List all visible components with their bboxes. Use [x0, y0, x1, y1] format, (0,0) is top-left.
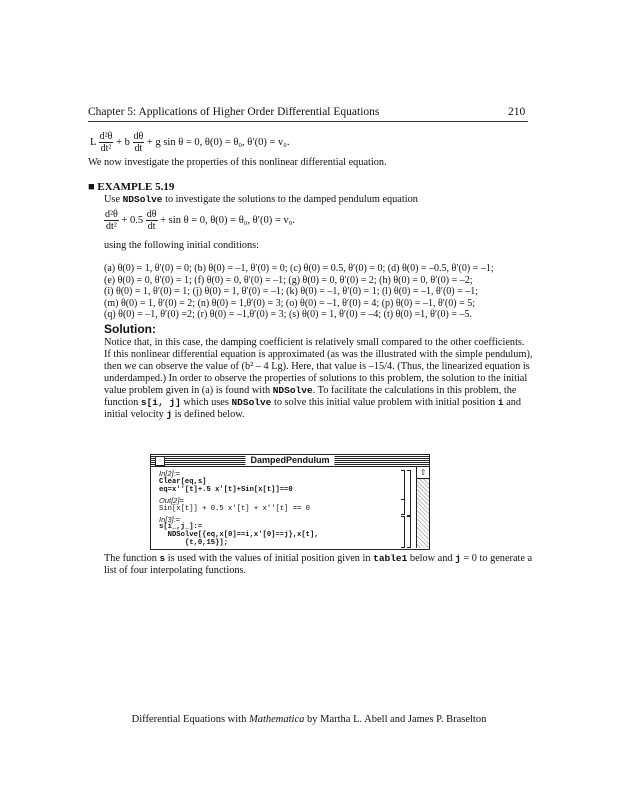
para-line	[104, 553, 534, 565]
fraction	[146, 209, 158, 232]
fraction	[104, 209, 119, 232]
condition-line: (a) θ(0) = 1, θ′(0) = 0; (b) θ(0) = –1, θ′(0) = 0; (c) θ(0) = 0.5, θ′(0) = 0; (d) θ(0) = –0.5, θ′(0) = –1;	[104, 263, 494, 274]
text: to investigate the solutions to the damped pendulum equation	[165, 194, 418, 205]
text: and	[506, 397, 522, 408]
header-rule	[88, 121, 528, 122]
eq-L: L	[90, 136, 97, 148]
condition-line: (e) θ(0) = 0, θ′(0) = 1; (f) θ(0) = 0, θ′(0) = –1; (g) θ(0) = 0, θ′(0) = 2; (h) θ(0) = 0, θ′(0) = –2;	[104, 274, 473, 286]
eq-term: + sin θ = 0, θ(0) = θ₀, θ′(0) = v₀.	[160, 214, 295, 226]
frac-den: dt²	[106, 221, 117, 232]
close-box-icon[interactable]	[155, 456, 165, 466]
code-line: s[i_,j_]:=	[159, 523, 203, 531]
condition-line: (q) θ(0) = –1, θ′(0) =2; (r) θ(0) = –1,θ′(0) = 3; (s) θ(0) = 1, θ′(0) = –4; (t) θ(0) =1, θ′(0) = –5.	[104, 309, 472, 321]
code-inline: i	[497, 397, 504, 408]
vertical-scrollbar[interactable]	[416, 467, 429, 548]
chapter-title: Chapter 5: Applications of Higher Order Differential Equations	[88, 106, 380, 118]
top-equation	[90, 131, 290, 154]
example-heading: ■ EXAMPLE 5.19	[88, 181, 175, 193]
frac-num: dθ	[133, 131, 144, 142]
para-line: underdamped.) In order to observe the properties of solutions to this problem, the solution to the initial	[104, 373, 528, 384]
code-inline: NDSolve	[231, 397, 272, 408]
text: is defined below.	[174, 409, 245, 420]
solution-heading: Solution:	[104, 322, 156, 336]
notebook-title: DampedPendulum	[245, 455, 334, 466]
frac-den: dt	[134, 143, 143, 154]
notebook-window[interactable]	[150, 454, 430, 550]
in3-label: In[3]:=	[159, 515, 181, 524]
fraction	[99, 131, 114, 154]
frac-den: dt	[147, 221, 156, 232]
condition-line: (i) θ(0) = 1, θ′(0) = 1; (j) θ(0) = 1, θ′(0) = –1; (k) θ(0) = –1, θ′(0) = 1; (l) θ(0) = –1, θ′(0) = –1;	[104, 286, 479, 298]
code-inline: s	[159, 553, 166, 564]
code-inline: NDSolve	[272, 385, 313, 396]
conditions-list	[104, 263, 494, 321]
damped-pendulum-equation	[104, 209, 295, 232]
eq-term: + g sin θ = 0, θ(0) = θ₀, θ′(0) = v₀.	[146, 136, 290, 148]
out2-label: Out[2]=	[159, 496, 184, 505]
frac-num: d²θ	[99, 131, 113, 142]
para-line: Notice that, in this case, the damping coefficient is relatively small compared to the other coefficients.	[104, 337, 525, 348]
frac-num: d²θ	[105, 209, 118, 220]
footer-text: by Martha L. Abell and James P. Braselton	[304, 714, 487, 725]
cell-bracket[interactable]	[401, 499, 405, 515]
output-cell[interactable]: Sin[x[t]] + 0.5 x'[t] + x''[t] == 0	[159, 505, 310, 513]
eq-term: + b	[116, 136, 130, 148]
page-footer	[0, 714, 618, 725]
frac-den: dt²	[100, 143, 112, 154]
text: to solve this initial value problem with initial position	[273, 397, 496, 408]
code-inline: j	[166, 409, 173, 420]
after-paragraph	[104, 553, 534, 577]
text: value problem given in (a) is found with	[104, 385, 271, 396]
frac-num: dθ	[146, 209, 157, 220]
code-line: NDSolve[{eq,x[0]==i,x'[0]==j},x[t],	[159, 531, 319, 539]
code-inline: table1	[373, 553, 408, 564]
eq-term: + 0.5	[121, 214, 144, 226]
cell-bracket[interactable]	[401, 470, 405, 500]
para-line	[104, 409, 534, 421]
conditions-intro: using the following initial conditions:	[104, 240, 260, 251]
para-line: list of four interpolating functions.	[104, 565, 247, 576]
para-line: then we can observe the value of (b² – 4 Lg). Here, that value is –15/4. (Thus, the linearized equation is	[104, 361, 530, 372]
intro-text: We now investigate the properties of this nonlinear differential equation.	[88, 157, 387, 168]
example-intro	[104, 194, 418, 206]
notebook-titlebar[interactable]	[151, 455, 429, 467]
code-inline: j	[455, 553, 461, 564]
code-inline: NDSolve	[122, 194, 163, 205]
page-number: 210	[508, 106, 526, 118]
fraction	[133, 131, 145, 154]
para-line	[104, 385, 534, 397]
code-line: eq=x''[t]+.5 x'[t]+Sin[x[t]]==0	[159, 486, 293, 494]
group-bracket[interactable]	[407, 516, 411, 548]
text: = 0 to generate a	[463, 553, 533, 564]
footer-italic: Mathematica	[248, 714, 305, 725]
text: Use	[104, 194, 121, 205]
text: The function	[104, 553, 157, 564]
para-line: If this nonlinear differential equation is approximated (as was the illustrated with the simple pendulum),	[104, 349, 533, 360]
input-cell[interactable]	[159, 523, 319, 547]
code-line: Clear[eq,s]	[159, 478, 207, 486]
text: . To facilitate the calculations in this problem, the	[312, 385, 517, 396]
group-bracket[interactable]	[407, 470, 411, 516]
text: below and	[409, 553, 453, 564]
scroll-up-arrow-icon[interactable]: ⇧	[417, 467, 429, 479]
condition-line: (m) θ(0) = 1, θ′(0) = 2; (n) θ(0) = 1,θ′(0) = 3; (o) θ(0) = –1, θ′(0) = 4; (p) θ(0) = –1, θ′(0) = 5;	[104, 297, 476, 309]
in2-label: In[2]:=	[159, 469, 181, 478]
text: is used with the values of initial position given in	[167, 553, 371, 564]
text: which uses	[183, 397, 229, 408]
solution-paragraph	[104, 337, 534, 421]
input-cell[interactable]	[159, 478, 293, 494]
footer-text: Differential Equations with	[131, 714, 249, 725]
cell-bracket[interactable]	[401, 516, 405, 548]
text: function	[104, 397, 139, 408]
code-inline: s[i, j]	[140, 397, 181, 408]
code-line: {t,0,15}];	[159, 539, 229, 547]
para-line	[104, 397, 534, 409]
text: initial velocity	[104, 409, 164, 420]
